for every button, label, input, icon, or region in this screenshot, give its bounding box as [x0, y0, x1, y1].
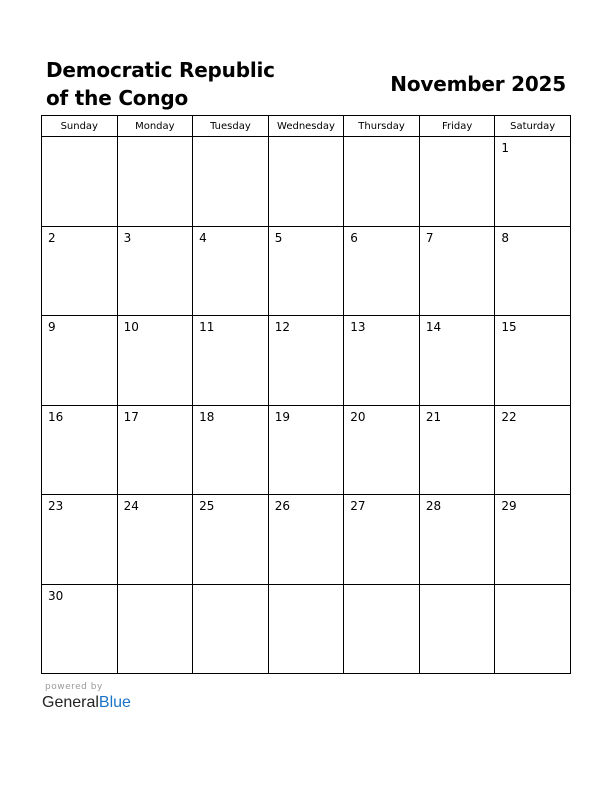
day-number: 2 [48, 230, 56, 245]
day-cell [495, 405, 571, 495]
day-cell [42, 405, 118, 495]
day-cell [495, 226, 571, 316]
day-cell [193, 584, 269, 674]
day-number: 3 [123, 230, 132, 245]
day-cell [42, 584, 118, 674]
day-number: 14 [425, 320, 442, 334]
weekday-tuesday: Tuesday [193, 116, 269, 137]
day-number: 21 [425, 409, 442, 424]
day-number: 13 [350, 320, 366, 334]
country-title-line1: Democratic Republic [46, 58, 275, 82]
day-number [118, 585, 193, 589]
day-cell [117, 137, 193, 227]
day-cell [42, 226, 118, 316]
day-cell [268, 137, 344, 227]
day-cell [42, 137, 118, 227]
logo-blue-text: Blue [98, 694, 131, 711]
day-number: 12 [274, 320, 290, 334]
day-number: 24 [123, 499, 139, 513]
day-number: 1 [501, 141, 510, 155]
day-cell [268, 405, 344, 495]
day-cell [419, 495, 495, 585]
week-row [42, 316, 571, 406]
day-number [269, 137, 344, 141]
week-row [42, 405, 571, 495]
day-number [42, 137, 117, 141]
day-cell [268, 226, 344, 316]
weekday-wednesday: Wednesday [268, 116, 344, 137]
day-cell [117, 584, 193, 674]
day-number: 17 [123, 409, 139, 424]
day-number: 6 [350, 230, 358, 245]
day-number: 22 [501, 409, 517, 424]
day-cell [495, 137, 571, 227]
weekday-saturday: Saturday [495, 116, 571, 137]
day-cell [117, 316, 193, 406]
day-cell [193, 495, 269, 585]
day-cell [268, 584, 344, 674]
day-number: 19 [274, 409, 290, 424]
day-cell [495, 495, 571, 585]
day-number: 11 [199, 320, 215, 334]
day-cell [344, 137, 420, 227]
day-number [193, 585, 268, 589]
day-number [420, 585, 495, 589]
day-number: 16 [48, 409, 64, 424]
day-number: 23 [48, 499, 64, 513]
day-cell [344, 405, 420, 495]
day-cell [268, 316, 344, 406]
month-year-title: November 2025 [390, 72, 566, 96]
day-cell [344, 495, 420, 585]
day-cell [495, 584, 571, 674]
powered-by-label: powered by [45, 682, 103, 692]
day-number [344, 137, 419, 141]
generalblue-logo[interactable] [42, 693, 131, 713]
day-cell [419, 584, 495, 674]
day-number: 10 [123, 320, 139, 334]
day-number: 27 [350, 499, 366, 513]
week-row [42, 495, 571, 585]
day-number: 26 [274, 499, 290, 513]
day-cell [344, 584, 420, 674]
weekday-sunday: Sunday [42, 116, 118, 137]
day-number: 30 [48, 588, 64, 603]
logo-general-text: General [42, 694, 99, 711]
day-number: 18 [199, 409, 215, 424]
day-cell [268, 495, 344, 585]
day-number: 28 [425, 499, 442, 513]
day-number: 25 [199, 499, 215, 513]
day-number [420, 137, 495, 141]
weekday-monday: Monday [117, 116, 193, 137]
day-number: 8 [501, 230, 510, 245]
day-cell [193, 316, 269, 406]
day-cell [495, 316, 571, 406]
day-number: 4 [199, 230, 207, 245]
weekday-thursday: Thursday [344, 116, 420, 137]
day-number [193, 137, 268, 141]
country-title-line2: of the Congo [46, 86, 189, 110]
week-row [42, 137, 571, 227]
day-number [118, 137, 193, 141]
calendar-grid [41, 115, 571, 674]
day-cell [117, 405, 193, 495]
country-title [46, 56, 306, 112]
day-cell [419, 226, 495, 316]
day-number: 7 [425, 230, 434, 245]
day-cell [193, 137, 269, 227]
day-number: 15 [501, 320, 517, 334]
day-cell [117, 495, 193, 585]
day-cell [344, 226, 420, 316]
day-cell [193, 226, 269, 316]
day-cell [42, 316, 118, 406]
day-number: 20 [350, 409, 366, 424]
day-cell [419, 405, 495, 495]
week-row [42, 584, 571, 674]
day-number [269, 585, 344, 589]
weekday-header-row [42, 116, 571, 137]
day-cell [193, 405, 269, 495]
day-cell [344, 316, 420, 406]
day-cell [419, 137, 495, 227]
day-number [495, 585, 570, 589]
day-number: 9 [48, 320, 56, 334]
day-number: 29 [501, 499, 517, 513]
day-cell [419, 316, 495, 406]
day-cell [117, 226, 193, 316]
day-number: 5 [274, 230, 283, 245]
day-cell [42, 495, 118, 585]
weekday-friday: Friday [419, 116, 495, 137]
week-row [42, 226, 571, 316]
day-number [344, 585, 419, 589]
